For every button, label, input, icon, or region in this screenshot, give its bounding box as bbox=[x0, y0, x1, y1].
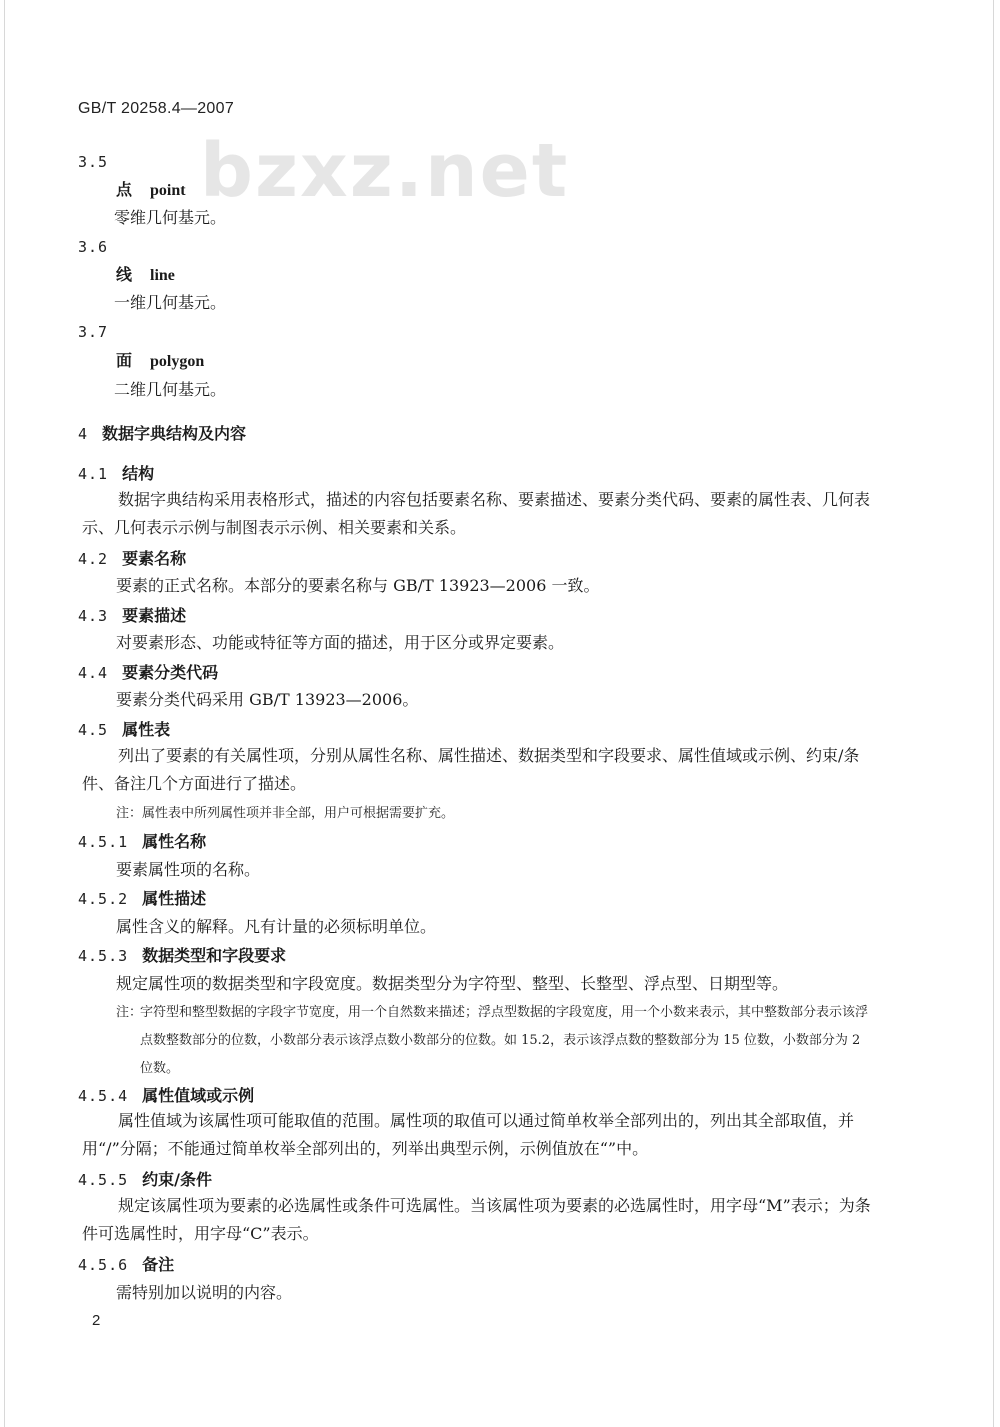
term-title bbox=[116, 180, 186, 201]
page-edge-right bbox=[993, 0, 994, 1427]
paragraph: 对要素形态、功能或特征等方面的描述，用于区分或界定要素。 bbox=[116, 633, 565, 652]
note-label: 注： bbox=[116, 1005, 143, 1020]
paragraph: 要素的正式名称。本部分的要素名称与 GB/T 13923—2006 一致。 bbox=[116, 576, 600, 595]
page-edge-left bbox=[4, 0, 5, 1427]
subsection-number: 4.5.1 bbox=[78, 833, 129, 851]
term-zh: 面 bbox=[116, 351, 133, 370]
watermark-text: bzxz.net bbox=[200, 128, 570, 214]
page-number: 2 bbox=[92, 1312, 101, 1329]
paragraph: 属性值域为该属性项可能取值的范围。属性项的取值可以通过简单枚举全部列出的，列出其全部取值，并用“/”分隔；不能通过简单枚举全部列出的，列举出典型示例，示例值放在“”中。 bbox=[82, 1111, 855, 1158]
term-number: 3.7 bbox=[78, 323, 109, 341]
subsection-title: 结构 bbox=[122, 464, 155, 483]
section-number: 4 bbox=[78, 425, 89, 443]
subsection-title: 属性名称 bbox=[142, 832, 207, 851]
subsection-number: 4.2 bbox=[78, 550, 109, 568]
subsection-heading bbox=[78, 832, 206, 852]
term-definition: 一维几何基元。 bbox=[114, 293, 227, 312]
paragraph: 需特别加以说明的内容。 bbox=[116, 1283, 293, 1302]
subsection-heading bbox=[78, 889, 206, 909]
subsection-number: 4.5.6 bbox=[78, 1256, 129, 1274]
paragraph: 列出了要素的有关属性项，分别从属性名称、属性描述、数据类型和字段要求、属性值域或示例、约束/条件、备注几个方面进行了描述。 bbox=[82, 746, 860, 793]
section-title: 数据字典结构及内容 bbox=[102, 424, 247, 443]
subsection-title: 要素描述 bbox=[122, 606, 187, 625]
subsection-number: 4.5 bbox=[78, 721, 109, 739]
section-heading bbox=[78, 424, 246, 444]
subsection-title: 数据类型和字段要求 bbox=[142, 946, 287, 965]
note bbox=[116, 999, 876, 1083]
subsection-title: 备注 bbox=[142, 1255, 175, 1274]
subsection-title: 属性描述 bbox=[142, 889, 207, 908]
subsection-heading bbox=[78, 1255, 174, 1275]
paragraph: 规定属性项的数据类型和字段宽度。数据类型分为字符型、整型、长整型、浮点型、日期型等。 bbox=[116, 974, 789, 993]
paragraph: 要素分类代码采用 GB/T 13923—2006。 bbox=[116, 690, 419, 709]
term-title bbox=[116, 351, 204, 372]
subsection-heading bbox=[78, 549, 186, 569]
paragraph: 要素属性项的名称。 bbox=[116, 860, 261, 879]
subsection-number: 4.5.2 bbox=[78, 890, 129, 908]
subsection-heading bbox=[78, 464, 154, 484]
term-definition: 二维几何基元。 bbox=[114, 380, 227, 399]
paragraph: 属性含义的解释。凡有计量的必须标明单位。 bbox=[116, 917, 437, 936]
term-definition: 零维几何基元。 bbox=[114, 208, 227, 227]
subsection-heading bbox=[78, 606, 186, 626]
note-body: 字符型和整型数据的字段字节宽度，用一个自然数来描述；浮点型数据的字段宽度，用一个小数来表示，其中整数部分表示该浮点数整数部分的位数，小数部分表示该浮点数小数部分的位数。如 15.2，表示该浮点数的整数部分为 15 位数，小数部分为 2 位数。 bbox=[140, 1005, 869, 1076]
subsection-number: 4.5.3 bbox=[78, 947, 129, 965]
subsection-number: 4.1 bbox=[78, 465, 109, 483]
subsection-title: 要素名称 bbox=[122, 549, 187, 568]
term-en: polygon bbox=[150, 353, 205, 370]
term-zh: 线 bbox=[116, 265, 133, 284]
term-en: line bbox=[150, 267, 175, 284]
term-en: point bbox=[150, 182, 186, 199]
subsection-title: 要素分类代码 bbox=[122, 663, 219, 682]
subsection-number: 4.3 bbox=[78, 607, 109, 625]
subsection-heading bbox=[78, 663, 218, 683]
term-title bbox=[116, 265, 175, 286]
subsection-title: 约束/条件 bbox=[142, 1170, 213, 1189]
term-number: 3.6 bbox=[78, 238, 109, 256]
subsection-heading bbox=[78, 1170, 212, 1190]
term-number: 3.5 bbox=[78, 153, 109, 171]
subsection-title: 属性表 bbox=[122, 720, 171, 739]
subsection-title: 属性值域或示例 bbox=[142, 1086, 255, 1105]
term-zh: 点 bbox=[116, 180, 133, 199]
subsection-heading bbox=[78, 946, 286, 966]
subsection-number: 4.4 bbox=[78, 664, 109, 682]
paragraph: 规定该属性项为要素的必选属性或条件可选属性。当该属性项为要素的必选属性时，用字母“M”表示；为条件可选属性时，用字母“C”表示。 bbox=[82, 1196, 871, 1243]
paragraph: 数据字典结构采用表格形式，描述的内容包括要素名称、要素描述、要素分类代码、要素的属性表、几何表示、几何表示示例与制图表示示例、相关要素和关系。 bbox=[82, 490, 871, 537]
subsection-number: 4.5.4 bbox=[78, 1087, 129, 1105]
note: 注：属性表中所列属性项并非全部，用户可根据需要扩充。 bbox=[116, 806, 455, 821]
subsection-heading bbox=[78, 720, 170, 740]
subsection-number: 4.5.5 bbox=[78, 1171, 129, 1189]
standard-code-header: GB/T 20258.4—2007 bbox=[78, 100, 235, 117]
subsection-heading bbox=[78, 1086, 254, 1106]
